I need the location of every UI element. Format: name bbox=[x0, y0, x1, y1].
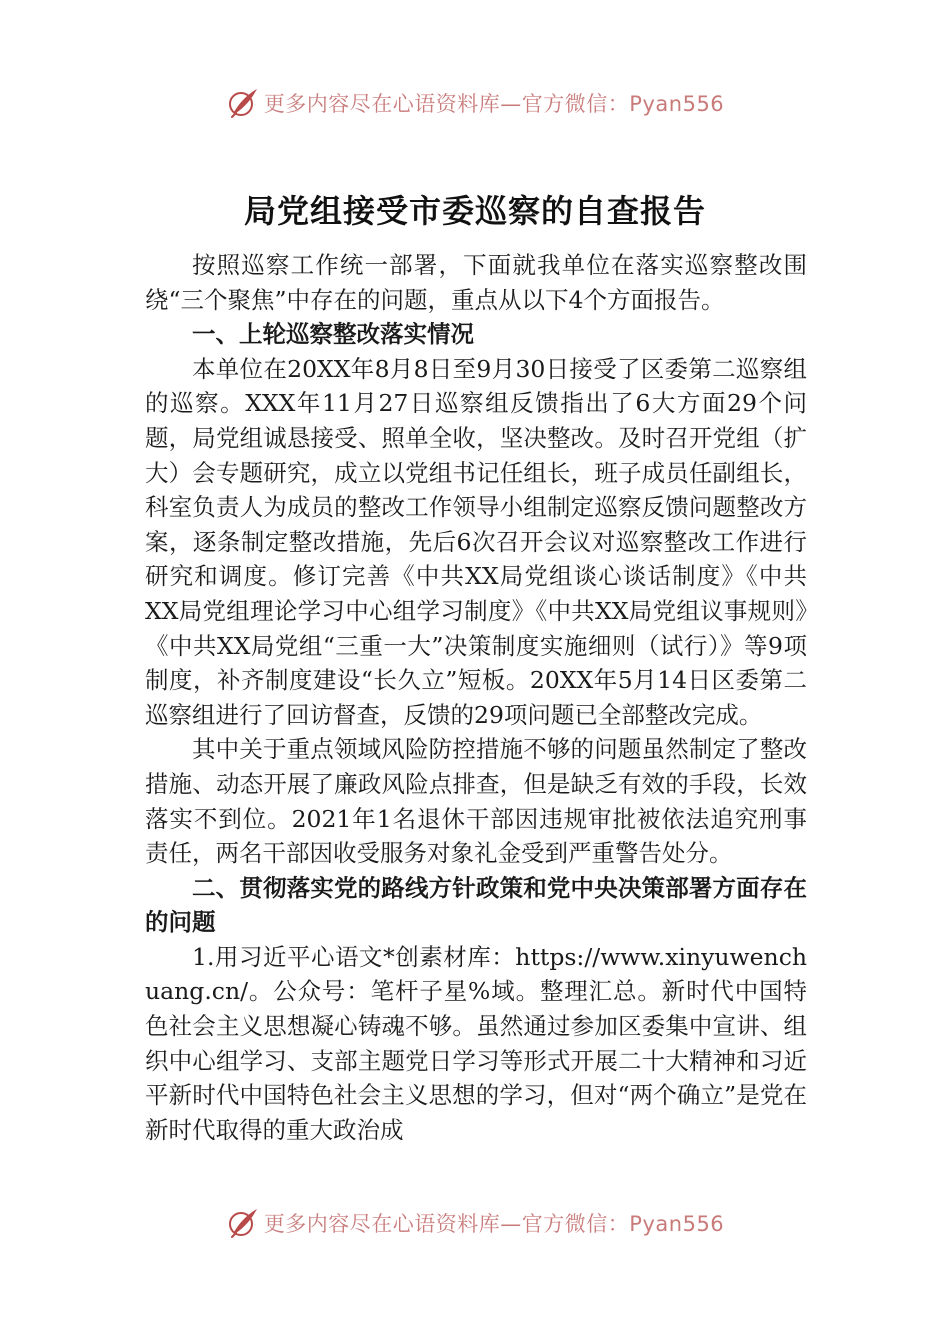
watermark-text: 更多内容尽在心语资料库—官方微信：Pyan556 bbox=[263, 1212, 725, 1236]
section-1-paragraph: 其中关于重点领域风险防控措施不够的问题虽然制定了整改措施、动态开展了廉政风险点排查，但是缺乏有效的手段，长效落实不到位。2021年1名退休干部因违规审批被依法追究刑事责任，两名干部因收受服务对象礼金受到严重警告处分。 bbox=[145, 735, 807, 868]
intro-paragraph: 按照巡察工作统一部署，下面就我单位在落实巡察整改围绕“三个聚焦”中存在的问题，重点从以下4个方面报告。 bbox=[145, 251, 807, 314]
section-2-paragraph: 1.用习近平心语文*创素材库：https://www.xinyuwenchuang.cn/。公众号：笔杆子星%域。整理汇总。新时代中国特色社会主义思想凝心铸魂不够。虽然通过参加区委集中宣讲、组织中心组学习、支部主题党日学习等形式开展二十大精神和习近平新时代中国特色社会主义思想的学习，但对“两个确立”是党在新时代取得的重大政治成 bbox=[145, 942, 807, 1144]
feather-pen-logo-icon bbox=[226, 1206, 260, 1240]
section-1-paragraph: 本单位在20XX年8月8日至9月30日接受了区委第二巡察组的巡察。XXX年11月27日巡察组反馈指出了6大方面29个问题，局党组诚恳接受、照单全收，坚决整改。及时召开党组（扩大）会专题研究，成立以党组书记任组长，班子成员任副组长，科室负责人为成员的整改工作领导小组制定巡察反馈问题整改方案，逐条制定整改措施，先后6次召开会议对巡察整改工作进行研究和调度。修订完善《中共XX局党组谈心谈话制度》《中共XX局党组理论学习中心组学习制度》《中共XX局党组议事规则》《中共XX局党组“三重一大”决策制度实施细则（试行）》等9项制度，补齐制度建设“长久立”短板。20XX年5月14日区委第二巡察组进行了回访督查，反馈的29项问题已全部整改完成。 bbox=[145, 354, 807, 729]
watermark-text: 更多内容尽在心语资料库—官方微信：Pyan556 bbox=[263, 92, 725, 116]
watermark-footer bbox=[0, 1206, 950, 1240]
document-title: 局党组接受市委巡察的自查报告 bbox=[243, 192, 706, 230]
section-1-heading: 一、上轮巡察整改落实情况 bbox=[192, 320, 474, 349]
document-body bbox=[145, 248, 807, 1147]
section-2-heading: 二、贯彻落实党的路线方针政策和党中央决策部署方面存在的问题 bbox=[145, 873, 807, 937]
watermark-header bbox=[0, 86, 950, 120]
feather-pen-logo-icon bbox=[226, 86, 260, 120]
